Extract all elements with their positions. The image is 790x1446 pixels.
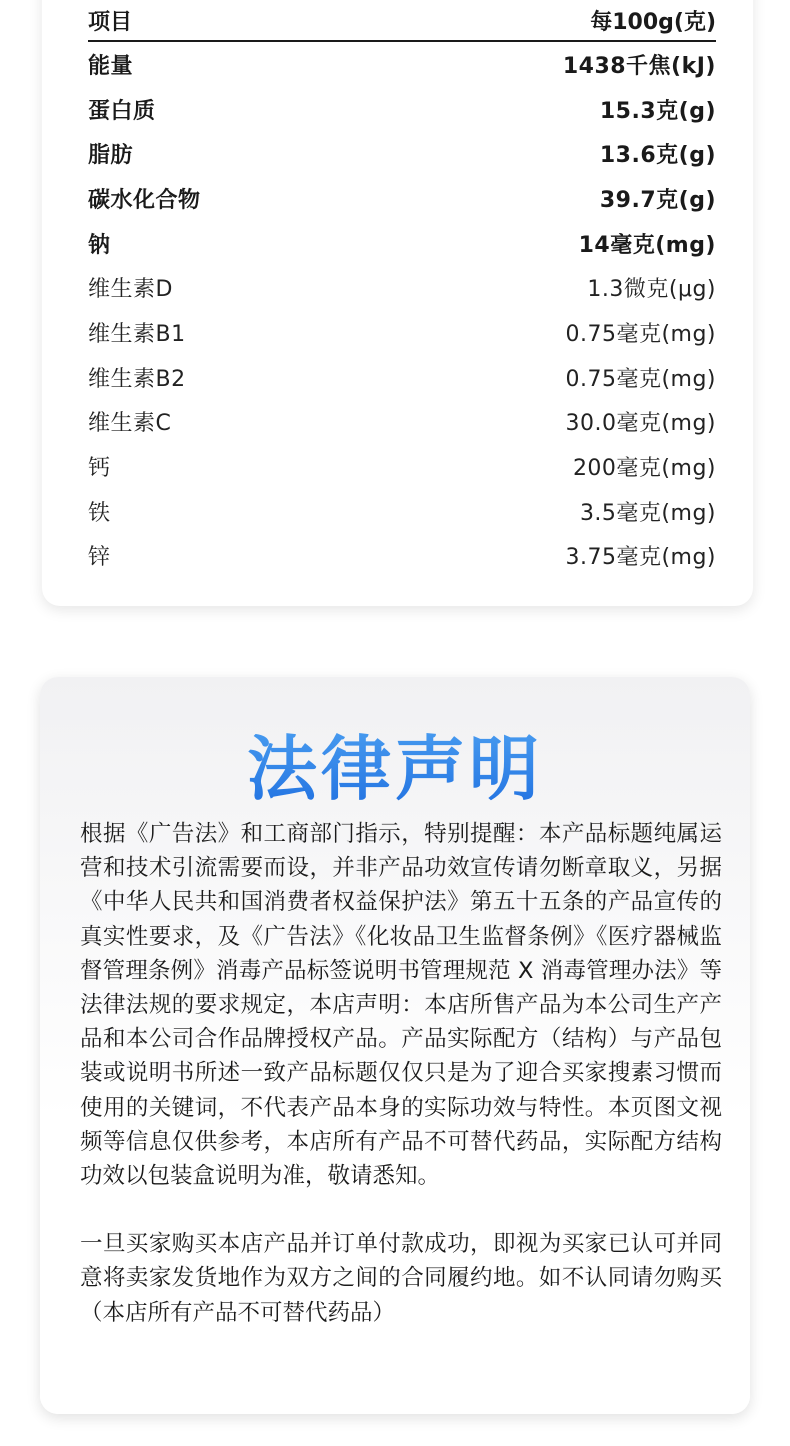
table-row bbox=[88, 489, 716, 534]
legal-paragraph-2: 一旦买家购买本店产品并订单付款成功，即视为买家已认可并同意将卖家发货地作为双方之间的合同履约地。如不认同请勿购买（本店所有产品不可替代药品） bbox=[80, 1231, 722, 1326]
nutrient-name: 钙 bbox=[88, 456, 111, 482]
nutrient-value: 3.75毫克(mg) bbox=[565, 545, 716, 571]
nutrient-name: 能量 bbox=[88, 53, 134, 79]
nutrient-value: 0.75毫克(mg) bbox=[565, 321, 716, 347]
nutrient-value: 39.7克(g) bbox=[599, 187, 716, 213]
nutrient-value: 15.3克(g) bbox=[599, 98, 716, 124]
nutrition-rows bbox=[88, 42, 716, 578]
nutrient-value: 200毫克(mg) bbox=[572, 456, 716, 482]
nutrient-name: 维生素C bbox=[88, 411, 172, 437]
table-row bbox=[88, 265, 716, 310]
nutrient-value: 30.0毫克(mg) bbox=[565, 411, 716, 437]
nutrient-name: 维生素B1 bbox=[88, 321, 186, 347]
nutrient-value: 1.3微克(μg) bbox=[587, 277, 716, 303]
nutrient-name: 碳水化合物 bbox=[88, 187, 201, 213]
nutrient-value: 3.5毫克(mg) bbox=[579, 500, 716, 526]
nutrient-name: 蛋白质 bbox=[88, 98, 156, 124]
nutrient-value: 0.75毫克(mg) bbox=[565, 366, 716, 392]
nutrient-value: 13.6克(g) bbox=[599, 143, 716, 169]
nutrient-name: 维生素D bbox=[88, 277, 173, 303]
table-row bbox=[88, 355, 716, 400]
nutrient-name: 锌 bbox=[88, 545, 111, 571]
table-row bbox=[88, 310, 716, 355]
legal-paragraph-1: 根据《广告法》和工商部门指示，特别提醒：本产品标题纯属运营和技术引流需要而设，并非产品功效宣传请勿断章取义，另据《中华人民共和国消费者权益保护法》第五十五条的产品宣传的真实性要求，及《广告法》《化妆品卫生监督条例》《医疗器械监督管理条例》消毒产品标签说明书管理规范 X 消毒管理办法》等法律法规的要求规定，本店声明：本店所售产品为本公司生产产品和本公司合作品牌授权产品。产品实际配方（结构）与产品包装或说明书所述一致产品标题仅仅只是为了迎合买家搜素习惯而使用的关键词，不代表产品本身的实际功效与特性。本页图文视频等信息仅供参考，本店所有产品不可替代药品，实际配方结构功效以包装盒说明为准，敬请悉知。 bbox=[80, 821, 722, 1190]
table-row bbox=[88, 176, 716, 221]
nutrient-name: 脂肪 bbox=[88, 143, 134, 169]
header-value: 每100g(克) bbox=[590, 9, 716, 35]
table-row bbox=[88, 534, 716, 579]
table-row bbox=[88, 42, 716, 87]
nutrition-table-header bbox=[88, 0, 716, 42]
table-row bbox=[88, 400, 716, 445]
legal-card bbox=[40, 677, 750, 1414]
nutrient-value: 14毫克(mg) bbox=[578, 232, 716, 258]
table-row bbox=[88, 131, 716, 176]
table-row bbox=[88, 444, 716, 489]
table-row bbox=[88, 87, 716, 132]
nutrient-value: 1438千焦(kJ) bbox=[562, 53, 716, 79]
nutrition-table bbox=[88, 0, 716, 578]
table-row bbox=[88, 221, 716, 266]
nutrient-name: 钠 bbox=[88, 232, 111, 258]
legal-body bbox=[80, 817, 722, 1330]
nutrient-name: 维生素B2 bbox=[88, 366, 186, 392]
nutrient-name: 铁 bbox=[88, 500, 111, 526]
legal-title: 法律声明 bbox=[40, 713, 750, 814]
header-name: 项目 bbox=[88, 9, 133, 35]
